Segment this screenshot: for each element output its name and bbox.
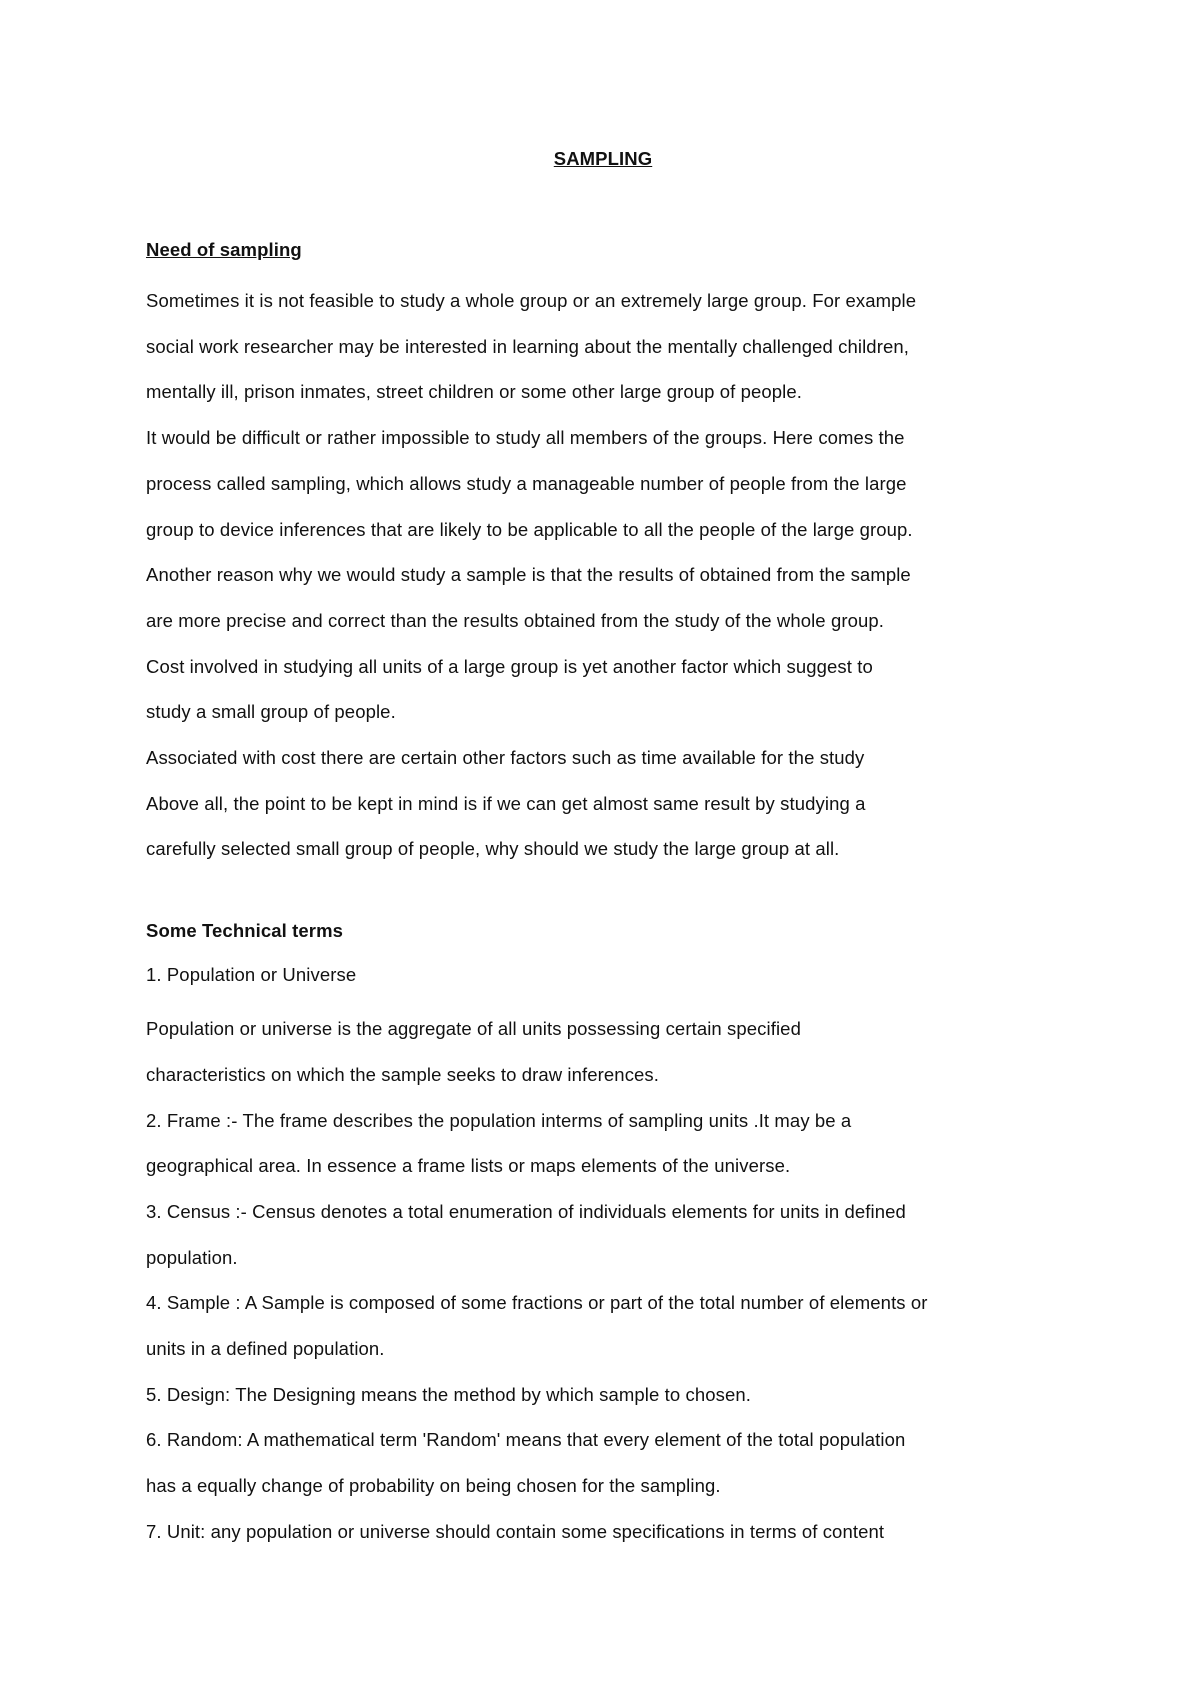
section-spacer [146,872,1046,918]
text-line: study a small group of people. [146,701,396,723]
text-line: are more precise and correct than the results obtained from the study of the whole group. [146,609,884,631]
term-census: 3. Census :- Census denotes a total enumeration of individuals elements for units in defined [146,1200,906,1222]
text-line: Cost involved in studying all units of a large group is yet another factor which suggest to [146,655,873,677]
text-line: characteristics on which the sample seeks to draw inferences. [146,1063,660,1085]
text-line: group to device inferences that are likely to be applicable to all the people of the large group. [146,518,913,540]
term-random: 6. Random: A mathematical term 'Random' means that every element of the total population [146,1429,906,1451]
section-heading-need-of-sampling: Need of sampling [146,239,302,260]
term-unit: 7. Unit: any population or universe should contain some specifications in terms of content [146,1520,885,1542]
text-line: Associated with cost there are certain other factors such as time available for the study [146,747,865,769]
section-heading-technical-terms: Some Technical terms [146,920,344,942]
text-line: Another reason why we would study a sample is that the results of obtained from the sample [146,564,911,586]
text-line: carefully selected small group of people, why should we study the large group at all. [146,838,840,860]
term-population-universe: 1. Population or Universe [146,964,357,986]
term-sample: 4. Sample : A Sample is composed of some fractions or part of the total number of elements or [146,1292,928,1314]
text-line: Sometimes it is not feasible to study a whole group or an extremely large group. For example [146,290,917,311]
text-line: process called sampling, which allows study a manageable number of people from the large [146,472,907,494]
document-body [146,146,1046,1555]
text-line: population. [146,1246,238,1268]
text-line: geographical area. In essence a frame lists or maps elements of the universe. [146,1155,791,1177]
text-line: has a equally change of probability on being chosen for the sampling. [146,1475,721,1497]
text-line: social work researcher may be interested in learning about the mentally challenged children, [146,335,909,357]
text-line: mentally ill, prison inmates, street children or some other large group of people. [146,381,803,403]
text-line: Population or universe is the aggregate of all units possessing certain specified [146,1018,801,1040]
technical-terms-list [146,960,1046,1554]
term-design: 5. Design: The Designing means the method by which sample to chosen. [146,1383,751,1405]
need-of-sampling-paragraph [146,278,1046,872]
text-line: Above all, the point to be kept in mind is if we can get almost same result by studying a [146,792,866,814]
term-frame: 2. Frame :- The frame describes the population interms of sampling units .It may be a [146,1109,852,1131]
document-title: SAMPLING [553,148,653,169]
text-line: It would be difficult or rather impossible to study all members of the groups. Here comes the [146,427,905,449]
text-line: units in a defined population. [146,1338,385,1360]
